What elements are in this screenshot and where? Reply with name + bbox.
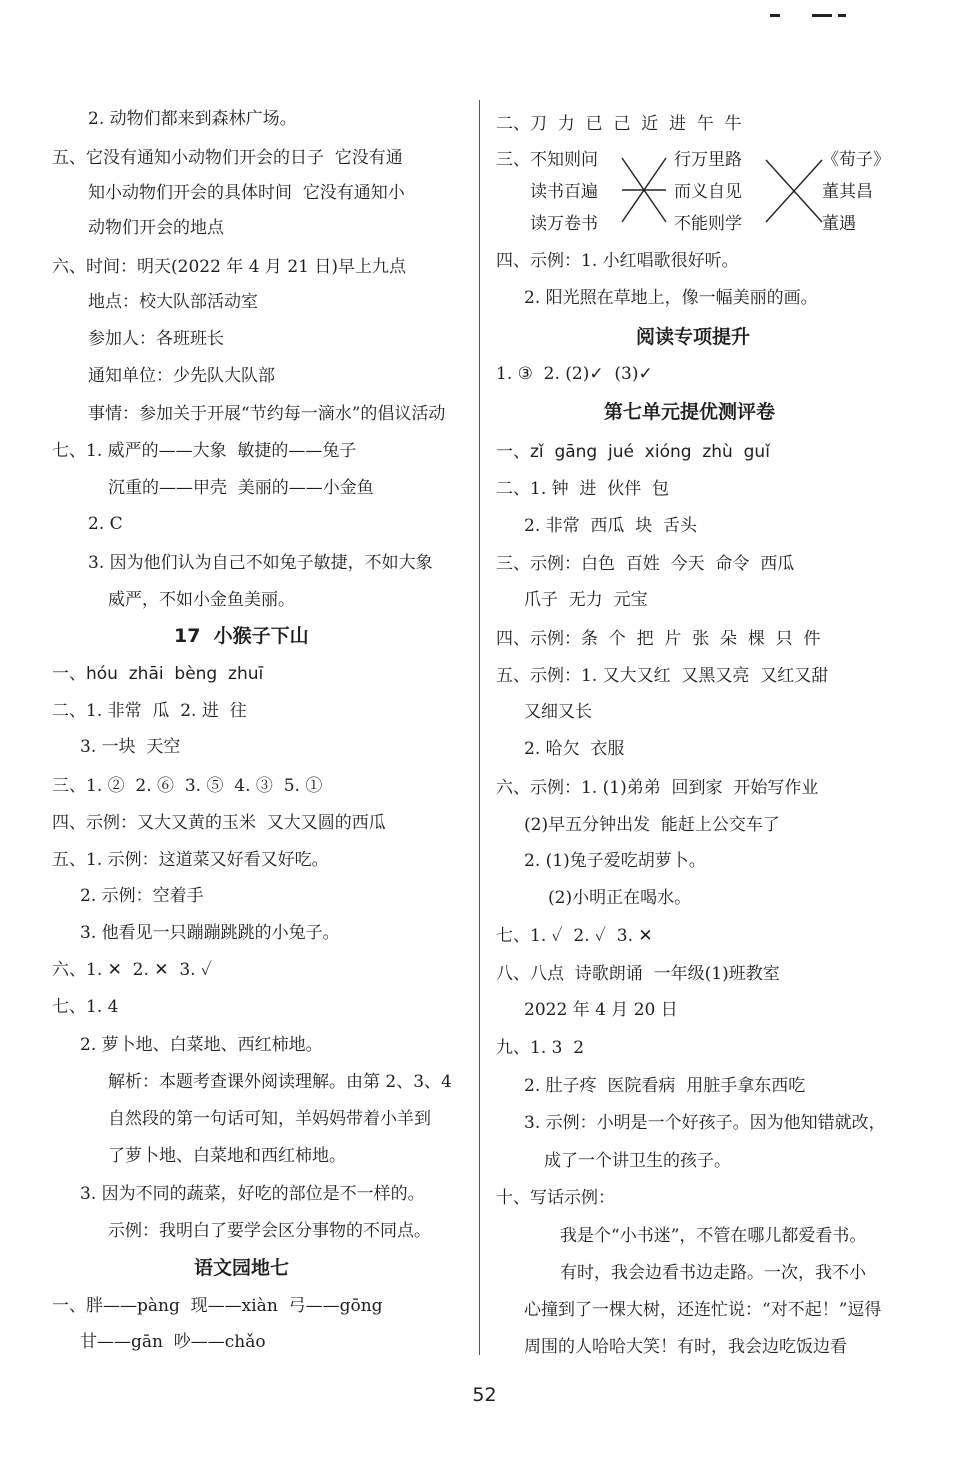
text-line: 示例：我明白了要学会区分事物的不同点。 bbox=[108, 1221, 431, 1241]
text-line: 2. 示例：空着手 bbox=[80, 886, 204, 906]
text-line: 爪子 无力 元宝 bbox=[524, 590, 648, 610]
match-right-item: 《荀子》 bbox=[822, 150, 890, 170]
text-line: (2)小明正在喝水。 bbox=[548, 888, 692, 908]
match-right-item: 董遇 bbox=[822, 214, 856, 234]
text-line: 二、刀 力 已 己 近 进 午 牛 bbox=[496, 114, 742, 134]
text-line: 六、1. ✕ 2. ✕ 3. ✓ bbox=[52, 960, 212, 980]
text-line: 七、1. 4 bbox=[52, 997, 119, 1017]
header-mark bbox=[838, 14, 846, 17]
header-mark bbox=[770, 14, 780, 17]
header-mark bbox=[812, 14, 832, 17]
section-heading: 第七单元提优测评卷 bbox=[604, 401, 776, 423]
match-left-item: 读万卷书 bbox=[530, 214, 598, 234]
text-line: 甘——gān 吵——chǎo bbox=[80, 1332, 266, 1352]
text-line: 成了一个讲卫生的孩子。 bbox=[544, 1151, 731, 1171]
text-line: 2. C bbox=[88, 514, 123, 534]
text-line: 自然段的第一句话可知，羊妈妈带着小羊到 bbox=[108, 1109, 431, 1129]
match-middle-item: 行万里路 bbox=[674, 150, 742, 170]
text-line: 1. ③ 2. (2)✓ (3)✓ bbox=[496, 364, 653, 384]
text-line: 我是个“小书迷”，不管在哪儿都爱看书。 bbox=[560, 1226, 867, 1246]
page-number: 52 bbox=[472, 1384, 497, 1406]
text-line: 2. 萝卜地、白菜地、西红柿地。 bbox=[80, 1035, 323, 1055]
text-line: 八、八点 诗歌朗诵 一年级(1)班教室 bbox=[496, 964, 780, 984]
section-heading: 阅读专项提升 bbox=[636, 326, 751, 348]
text-line: 参加人：各班班长 bbox=[88, 329, 224, 349]
text-line: 六、时间：明天(2022 年 4 月 21 日)早上九点 bbox=[52, 257, 406, 277]
text-line: 了萝卜地、白菜地和西红柿地。 bbox=[108, 1146, 346, 1166]
text-line: 2. 动物们都来到森林广场。 bbox=[88, 109, 297, 129]
text-line: 三、1. ② 2. ⑥ 3. ⑤ 4. ③ 5. ① bbox=[52, 776, 323, 796]
text-line: 一、hóu zhāi bèng zhuī bbox=[52, 664, 264, 684]
text-line: 2. 非常 西瓜 块 舌头 bbox=[524, 516, 698, 536]
text-line: 2. 肚子疼 医院看病 用脏手拿东西吃 bbox=[524, 1076, 806, 1096]
text-line: 四、示例：1. 小红唱歌很好听。 bbox=[496, 251, 739, 271]
text-line: 解析：本题考查课外阅读理解。由第 2、3、4 bbox=[108, 1072, 452, 1092]
text-line: 有时，我会边看书边走路。一次，我不小 bbox=[560, 1263, 866, 1283]
text-line: (2)早五分钟出发 能赶上公交车了 bbox=[524, 815, 780, 835]
column-divider bbox=[479, 100, 480, 1355]
text-line: 十、写话示例： bbox=[496, 1188, 615, 1208]
text-line: 五、示例：1. 又大又红 又黑又亮 又红又甜 bbox=[496, 666, 829, 686]
text-line: 2. 阳光照在草地上，像一幅美丽的画。 bbox=[524, 288, 818, 308]
text-line: 四、示例：又大又黄的玉米 又大又圆的西瓜 bbox=[52, 813, 386, 833]
text-line: 3. 因为他们认为自己不如兔子敏捷，不如大象 bbox=[88, 553, 433, 573]
text-line: 一、胖——pàng 现——xiàn 弓——gōng bbox=[52, 1296, 383, 1316]
match-left-item: 读书百遍 bbox=[530, 182, 598, 202]
text-line: 3. 他看见一只蹦蹦跳跳的小兔子。 bbox=[80, 923, 340, 943]
match-right-item: 董其昌 bbox=[822, 182, 873, 202]
text-line: 沉重的——甲壳 美丽的——小金鱼 bbox=[108, 478, 374, 498]
text-line: 七、1. ✓ 2. ✓ 3. ✕ bbox=[496, 926, 653, 946]
text-line: 三、示例：白色 百姓 今天 命令 西瓜 bbox=[496, 554, 795, 574]
text-line: 一、zǐ gāng jué xióng zhù guǐ bbox=[496, 442, 770, 462]
text-line: 通知单位：少先队大队部 bbox=[88, 366, 275, 386]
text-line: 事情：参加关于开展“节约每一滴水”的倡议活动 bbox=[88, 404, 446, 424]
text-line: 3. 一块 天空 bbox=[80, 737, 181, 757]
match-lines-1 bbox=[618, 150, 670, 230]
text-line: 2. 哈欠 衣服 bbox=[524, 739, 625, 759]
section-heading: 语文园地七 bbox=[194, 1257, 290, 1279]
match-left-item: 三、不知则问 bbox=[496, 150, 598, 170]
text-line: 五、1. 示例：这道菜又好看又好吃。 bbox=[52, 850, 329, 870]
text-line: 威严，不如小金鱼美丽。 bbox=[108, 590, 295, 610]
text-line: 又细又长 bbox=[524, 702, 592, 722]
text-line: 二、1. 非常 瓜 2. 进 往 bbox=[52, 701, 247, 721]
text-line: 2. (1)兔子爱吃胡萝卜。 bbox=[524, 851, 706, 871]
text-line: 五、它没有通知小动物们开会的日子 它没有通 bbox=[52, 148, 403, 168]
text-line: 四、示例：条 个 把 片 张 朵 棵 只 件 bbox=[496, 629, 821, 649]
text-line: 2022 年 4 月 20 日 bbox=[524, 1000, 678, 1020]
match-middle-item: 而义自见 bbox=[674, 182, 742, 202]
match-middle-item: 不能则学 bbox=[674, 214, 742, 234]
text-line: 二、1. 钟 进 伙伴 包 bbox=[496, 479, 670, 499]
section-heading: 17 小猴子下山 bbox=[174, 625, 309, 647]
text-line: 心撞到了一棵大树，还连忙说：“对不起！”逗得 bbox=[524, 1300, 882, 1320]
text-line: 九、1. 3 2 bbox=[496, 1038, 585, 1058]
text-line: 六、示例：1. (1)弟弟 回到家 开始写作业 bbox=[496, 778, 819, 798]
text-line: 3. 因为不同的蔬菜，好吃的部位是不一样的。 bbox=[80, 1184, 425, 1204]
match-lines-2 bbox=[762, 150, 826, 230]
text-line: 七、1. 威严的——大象 敏捷的——兔子 bbox=[52, 441, 357, 461]
text-line: 地点：校大队部活动室 bbox=[88, 292, 258, 312]
text-line: 3. 示例：小明是一个好孩子。因为他知错就改， bbox=[524, 1113, 886, 1133]
text-line: 周围的人哈哈大笑！有时，我会边吃饭边看 bbox=[524, 1337, 847, 1357]
text-line: 知小动物们开会的具体时间 它没有通知小 bbox=[88, 183, 405, 203]
text-line: 动物们开会的地点 bbox=[88, 218, 224, 238]
